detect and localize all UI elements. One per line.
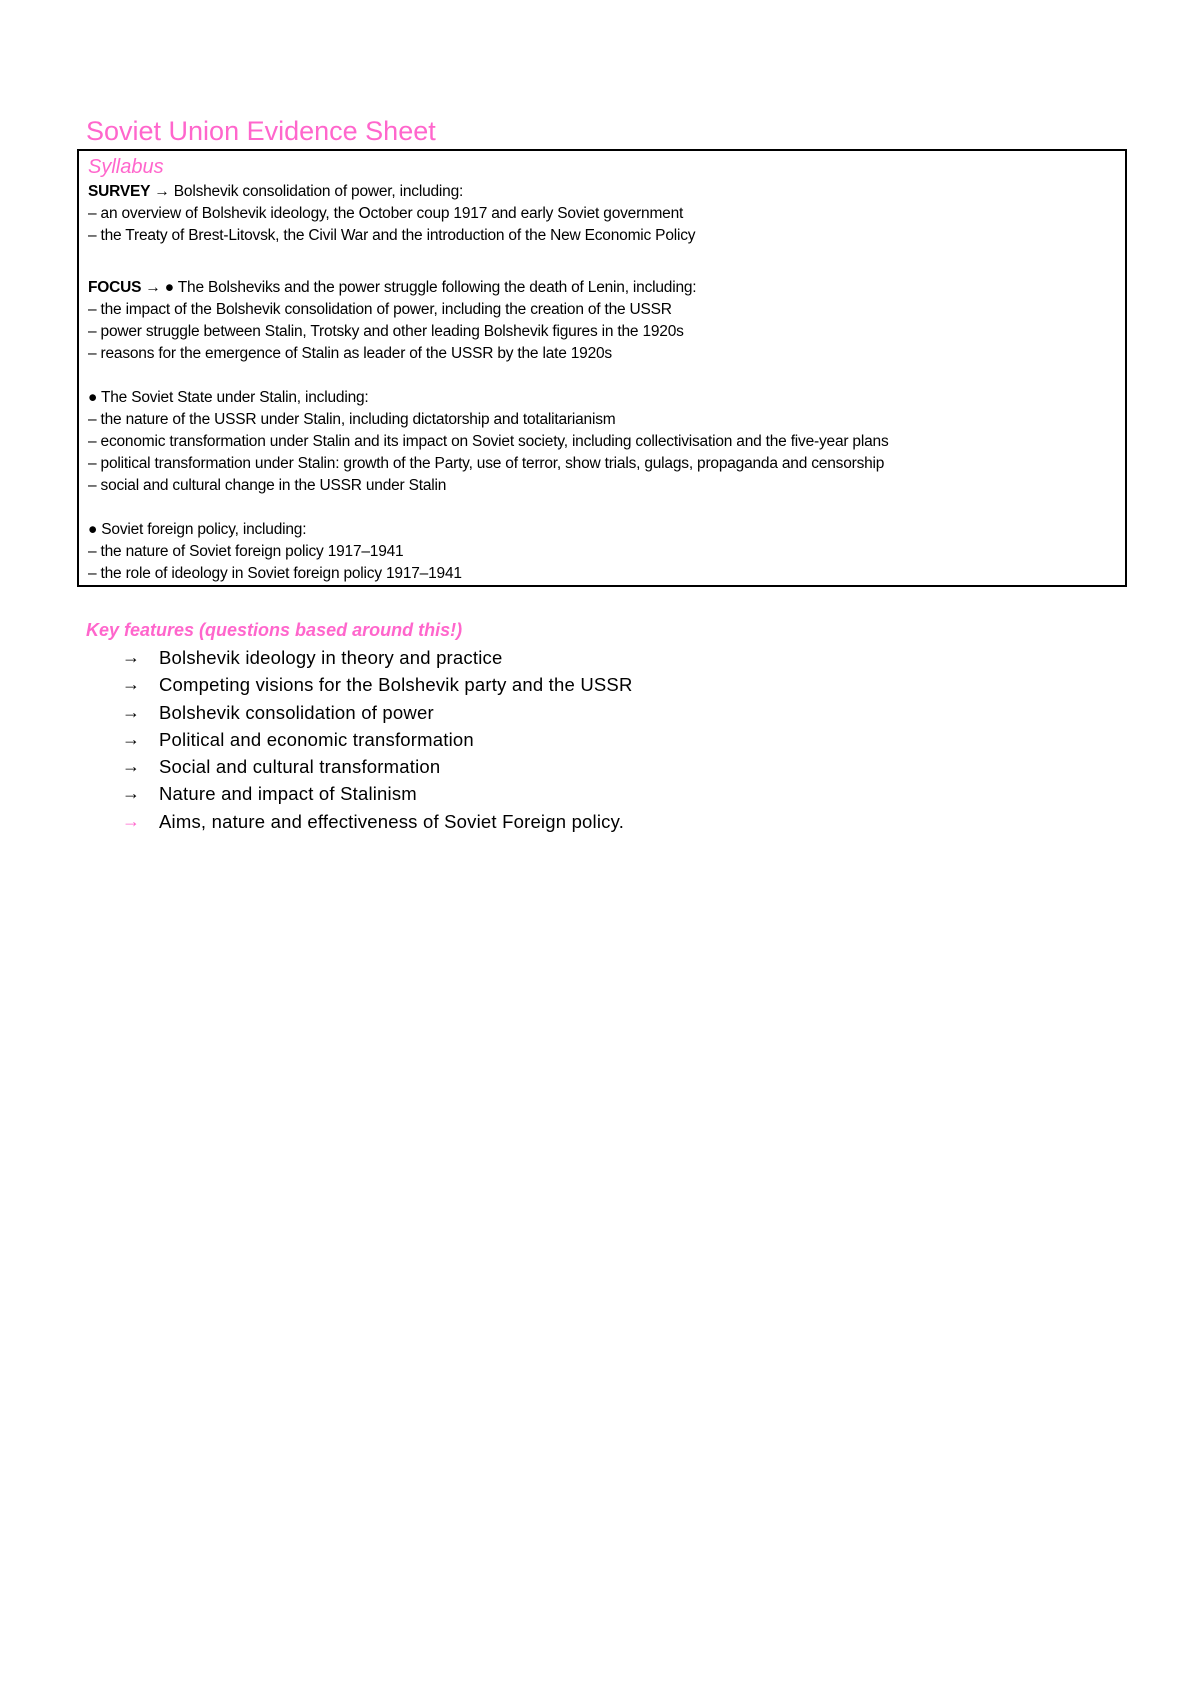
arrow-right-icon: → — [122, 674, 140, 695]
key-feature-text: Political and economic transformation — [159, 728, 474, 750]
stalin-state-line: – economic transformation under Stalin and its impact on Soviet society, including collectivisation and the five-year plans — [88, 433, 889, 450]
focus-intro: → ● The Bolsheviks and the power struggle following the death of Lenin, including: — [141, 279, 697, 296]
arrow-right-icon: → — [122, 728, 140, 749]
arrow-right-icon: → — [122, 701, 140, 722]
list-item — [122, 780, 633, 807]
document-title: Soviet Union Evidence Sheet — [86, 116, 436, 146]
stalin-state-line: – social and cultural change in the USSR under Stalin — [88, 477, 447, 494]
section-gap — [88, 247, 1115, 277]
list-item — [122, 644, 633, 671]
key-features-list — [122, 644, 633, 835]
arrow-right-icon: → — [122, 756, 140, 777]
survey-intro: → Bolshevik consolidation of power, including: — [150, 183, 464, 200]
survey-label: SURVEY — [88, 183, 151, 200]
key-feature-text: Social and cultural transformation — [159, 756, 441, 778]
focus-intro-line — [88, 277, 1115, 299]
stalin-state-line: – political transformation under Stalin: growth of the Party, use of terror, show trials, gulags, propaganda and censorship — [88, 455, 885, 472]
focus-label: FOCUS — [88, 279, 142, 296]
foreign-policy-line: – the nature of Soviet foreign policy 1917–1941 — [88, 543, 404, 560]
key-feature-text: Bolshevik consolidation of power — [159, 701, 434, 723]
list-item — [122, 699, 633, 726]
list-item — [122, 671, 633, 698]
survey-line: – an overview of Bolshevik ideology, the October coup 1917 and early Soviet government — [88, 205, 684, 222]
arrow-right-icon: → — [122, 647, 140, 667]
focus-line: – the impact of the Bolshevik consolidation of power, including the creation of the USSR — [88, 301, 672, 318]
survey-line: – the Treaty of Brest-Litovsk, the Civil War and the introduction of the New Economic Policy — [88, 227, 696, 244]
key-feature-text: Nature and impact of Stalinism — [159, 783, 417, 805]
key-feature-text: Aims, nature and effectiveness of Soviet Foreign policy. — [159, 810, 625, 832]
syllabus-heading: Syllabus — [88, 156, 164, 178]
arrow-right-icon: → — [122, 783, 140, 804]
key-feature-text: Competing visions for the Bolshevik party and the USSR — [159, 674, 633, 696]
section-gap — [88, 365, 1115, 387]
list-item — [122, 753, 633, 780]
arrow-right-icon: → — [122, 810, 140, 831]
focus-line: – power struggle between Stalin, Trotsky and other leading Bolshevik figures in the 1920s — [88, 323, 684, 340]
key-features-heading: Key features (questions based around this!) — [86, 620, 463, 640]
key-feature-text: Bolshevik ideology in theory and practice — [159, 647, 503, 668]
section-gap — [88, 497, 1115, 519]
list-item — [122, 726, 633, 753]
foreign-policy-line: – the role of ideology in Soviet foreign policy 1917–1941 — [88, 565, 462, 582]
stalin-state-intro: ● The Soviet State under Stalin, including: — [88, 389, 369, 406]
foreign-policy-intro: ● Soviet foreign policy, including: — [88, 521, 307, 538]
list-item — [122, 808, 633, 835]
survey-intro-line — [88, 181, 1115, 203]
focus-line: – reasons for the emergence of Stalin as leader of the USSR by the late 1920s — [88, 345, 612, 362]
syllabus-box — [77, 149, 1127, 587]
stalin-state-line: – the nature of the USSR under Stalin, including dictatorship and totalitarianism — [88, 411, 616, 428]
